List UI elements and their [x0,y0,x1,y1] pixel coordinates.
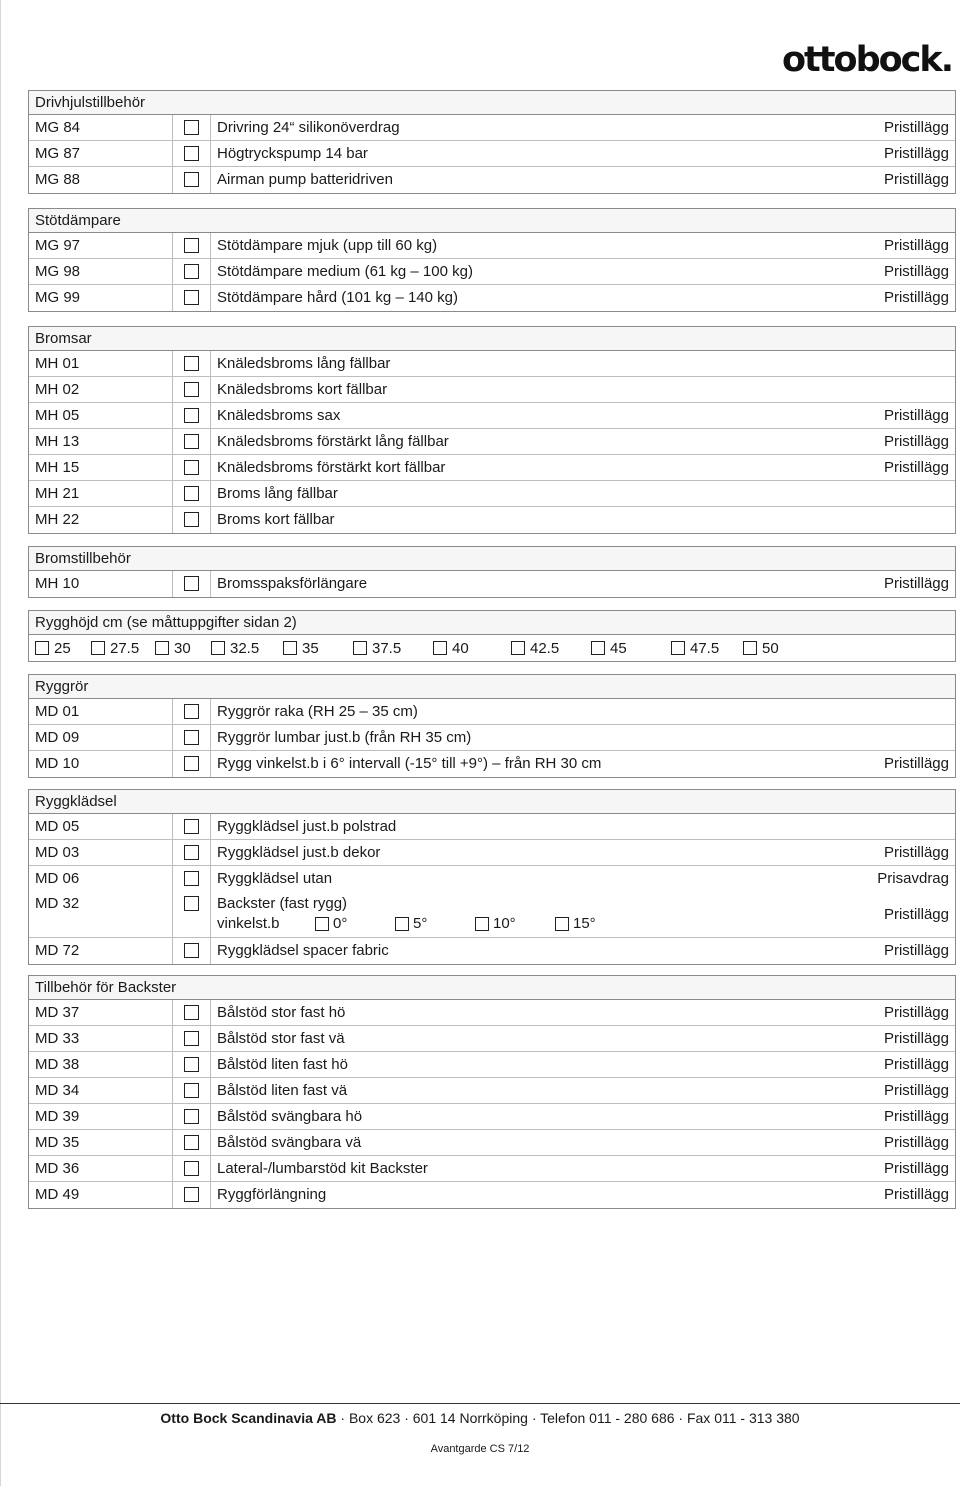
checkbox-icon[interactable] [184,845,199,860]
table-row [29,938,955,964]
checkbox-icon[interactable] [184,704,199,719]
height-option[interactable] [591,640,671,657]
item-checkbox[interactable] [173,259,211,284]
height-option-label: 40 [452,639,469,657]
checkbox-icon[interactable] [184,146,199,161]
item-price: Pristillägg [883,1160,949,1177]
item-code: MG 99 [29,285,173,311]
item-checkbox[interactable] [173,699,211,724]
item-price: Pristillägg [883,171,949,188]
item-checkbox[interactable] [173,1130,211,1155]
table-row [29,1182,955,1208]
checkbox-icon[interactable] [315,917,329,931]
item-description: Bålstöd liten fast hö [217,1056,348,1073]
item-code: MG 97 [29,233,173,258]
item-code: MH 01 [29,351,173,376]
table-row [29,233,955,259]
checkbox-icon[interactable] [155,641,169,655]
footer-address: · Box 623 · 601 14 Norrköping · Telefon 011 - 280 686 · Fax 011 - 313 380 [336,1410,800,1426]
item-price: Pristillägg [883,575,949,592]
item-price: Pristillägg [883,1030,949,1047]
item-code: MD 35 [29,1130,173,1155]
page-edge-line [0,0,1,1486]
table-row [29,455,955,481]
table-row [29,507,955,533]
checkbox-icon[interactable] [184,486,199,501]
item-checkbox[interactable] [173,814,211,839]
item-price: Pristillägg [883,1134,949,1151]
checkbox-icon[interactable] [184,1135,199,1150]
checkbox-icon[interactable] [591,641,605,655]
angle-option[interactable] [475,914,555,934]
item-code: MD 36 [29,1156,173,1181]
item-description: Högtryckspump 14 bar [217,145,368,162]
footer-divider [0,1403,960,1404]
checkbox-icon[interactable] [184,756,199,771]
checkbox-icon[interactable] [184,871,199,886]
table-row [29,1078,955,1104]
item-code: MD 09 [29,725,173,750]
item-checkbox[interactable] [173,866,211,892]
section-drivhjul [28,90,956,194]
item-description: Stötdämpare mjuk (upp till 60 kg) [217,237,438,254]
angle-option-label: 10° [493,915,516,932]
item-description: Stötdämpare hård (101 kg – 140 kg) [217,289,458,306]
item-description: Knäledsbroms förstärkt lång fällbar [217,433,449,450]
height-option-label: 50 [762,639,779,657]
item-code: MH 10 [29,571,173,597]
height-option[interactable] [433,640,511,657]
section-title: Rygghöjd cm (se måttuppgifter sidan 2) [29,611,955,635]
item-checkbox[interactable] [173,1182,211,1208]
checkbox-icon[interactable] [555,917,569,931]
section-title: Ryggklädsel [29,790,955,814]
item-price: Pristillägg [883,145,949,162]
table-row [29,115,955,141]
height-option-label: 42.5 [530,639,560,657]
item-checkbox[interactable] [173,429,211,454]
table-row [29,351,955,377]
table-row [29,481,955,507]
item-checkbox[interactable] [173,115,211,140]
table-row [29,1130,955,1156]
checkbox-icon[interactable] [184,1005,199,1020]
checkbox-icon[interactable] [184,172,199,187]
item-description: Stötdämpare medium (61 kg – 100 kg) [217,263,473,280]
angle-options [217,914,635,934]
item-price: Pristillägg [883,407,949,424]
item-description [211,892,805,937]
item-description: Ryggrör raka (RH 25 – 35 cm) [217,703,418,720]
item-price: Pristillägg [883,459,949,476]
item-code: MD 03 [29,840,173,865]
checkbox-icon[interactable] [184,512,199,527]
table-row [29,814,955,840]
checkbox-icon[interactable] [184,120,199,135]
item-code: MD 39 [29,1104,173,1129]
item-checkbox[interactable] [173,377,211,402]
section-stotdampare [28,208,956,312]
item-description: Lateral-/lumbarstöd kit Backster [217,1160,428,1177]
item-code: MH 22 [29,507,173,533]
table-row [29,429,955,455]
angle-option-label: 5° [413,915,428,932]
height-option[interactable] [353,640,433,657]
item-price [805,377,955,402]
checkbox-icon[interactable] [184,264,199,279]
height-option-label: 30 [174,639,191,657]
item-price: Pristillägg [883,942,949,959]
item-price: Pristillägg [883,1108,949,1125]
height-option-label: 47.5 [690,639,720,657]
section-bromsar [28,326,956,534]
item-code: MD 34 [29,1078,173,1103]
checkbox-icon[interactable] [184,576,199,591]
item-description: Knäledsbroms lång fällbar [217,355,391,372]
height-option[interactable] [511,640,591,657]
checkbox-icon[interactable] [433,641,447,655]
footer-contact [0,1410,960,1426]
item-checkbox[interactable] [173,285,211,311]
item-checkbox[interactable] [173,167,211,193]
item-price: Pristillägg [883,844,949,861]
backster-desc-line2-wrap: vinkelst.b 0° 5° 10° 15° [217,914,805,934]
checkbox-icon[interactable] [184,434,199,449]
section-title: Bromsar [29,327,955,351]
item-description: Drivring 24“ silikonöverdrag [217,119,400,136]
item-price: Pristillägg [883,906,949,923]
item-code: MD 05 [29,814,173,839]
table-row [29,1104,955,1130]
table-row [29,699,955,725]
item-price [805,814,955,839]
item-description: Rygg vinkelst.b i 6° intervall (-15° till +9°) – från RH 30 cm [217,755,602,772]
angle-option[interactable] [395,914,475,934]
checkbox-icon[interactable] [184,1187,199,1202]
item-price: Pristillägg [883,237,949,254]
item-price: Prisavdrag [877,870,949,887]
table-row [29,866,955,892]
checkbox-icon[interactable] [395,917,409,931]
checkbox-icon[interactable] [184,290,199,305]
item-description: Bålstöd svängbara hö [217,1108,363,1125]
checkbox-icon[interactable] [91,641,105,655]
item-code: MD 01 [29,699,173,724]
item-checkbox[interactable] [173,571,211,597]
item-description: Ryggklädsel spacer fabric [217,942,389,959]
item-checkbox[interactable] [173,1052,211,1077]
height-option-label: 27.5 [110,639,140,657]
item-checkbox[interactable] [173,892,211,937]
item-code: MD 33 [29,1026,173,1051]
item-price: Pristillägg [883,119,949,136]
item-price: Pristillägg [883,289,949,306]
item-price [805,507,955,533]
item-checkbox[interactable] [173,351,211,376]
checkbox-icon[interactable] [671,641,685,655]
checkbox-icon[interactable] [184,238,199,253]
item-checkbox[interactable] [173,455,211,480]
table-row [29,1026,955,1052]
item-code: MD 49 [29,1182,173,1208]
item-description: Bålstöd stor fast hö [217,1004,346,1021]
item-code: MH 21 [29,481,173,506]
height-option[interactable] [211,640,283,657]
table-row-backster [29,892,955,938]
item-checkbox[interactable] [173,233,211,258]
item-price: Pristillägg [883,263,949,280]
item-description: Ryggklädsel utan [217,870,333,887]
item-price [805,725,955,750]
item-checkbox[interactable] [173,507,211,533]
item-code: MD 10 [29,751,173,777]
item-checkbox[interactable] [173,840,211,865]
item-checkbox[interactable] [173,1078,211,1103]
item-price: Pristillägg [883,433,949,450]
height-option[interactable] [743,640,803,657]
section-ryggkladsel [28,789,956,965]
backster-desc-line1: Backster (fast rygg) [217,895,348,912]
section-title: Drivhjulstillbehör [29,91,955,115]
item-description: Ryggförlängning [217,1186,327,1203]
item-code: MD 38 [29,1052,173,1077]
item-checkbox[interactable] [173,481,211,506]
table-row [29,259,955,285]
checkbox-icon[interactable] [475,917,489,931]
table-row [29,285,955,311]
table-row [29,725,955,751]
item-code: MG 84 [29,115,173,140]
item-code: MD 37 [29,1000,173,1025]
item-price [805,481,955,506]
item-description: Knäledsbroms kort fällbar [217,381,388,398]
angle-option[interactable] [315,914,395,934]
item-price: Pristillägg [883,1004,949,1021]
item-code: MH 02 [29,377,173,402]
item-code: MH 15 [29,455,173,480]
checkbox-icon[interactable] [184,408,199,423]
section-title: Stötdämpare [29,209,955,233]
checkbox-icon[interactable] [743,641,757,655]
checkbox-icon[interactable] [184,819,199,834]
item-description: Ryggrör lumbar just.b (från RH 35 cm) [217,729,472,746]
table-row [29,167,955,193]
table-row [29,403,955,429]
checkbox-icon[interactable] [184,1161,199,1176]
height-option[interactable] [35,640,91,657]
section-bromstillbehor [28,546,956,598]
table-row [29,571,955,597]
checkbox-icon[interactable] [184,460,199,475]
table-row [29,1000,955,1026]
height-option-label: 32.5 [230,639,260,657]
item-description: Ryggklädsel just.b polstrad [217,818,397,835]
item-price: Pristillägg [883,755,949,772]
checkbox-icon[interactable] [184,730,199,745]
table-row [29,1052,955,1078]
item-code: MD 06 [29,866,173,892]
item-code: MG 88 [29,167,173,193]
table-row [29,751,955,777]
height-options-row [29,635,955,661]
item-description: Bromsspaksförlängare [217,575,368,592]
item-checkbox[interactable] [173,1026,211,1051]
checkbox-icon[interactable] [184,382,199,397]
checkbox-icon[interactable] [511,641,525,655]
item-code: MH 05 [29,403,173,428]
item-code: MG 98 [29,259,173,284]
item-checkbox[interactable] [173,403,211,428]
height-option-label: 45 [610,639,627,657]
section-title: Tillbehör för Backster [29,976,955,1000]
item-price: Pristillägg [883,1082,949,1099]
item-checkbox[interactable] [173,725,211,750]
checkbox-icon[interactable] [283,641,297,655]
height-option[interactable] [671,640,743,657]
section-ryggror [28,674,956,778]
item-code: MH 13 [29,429,173,454]
item-description: Bålstöd liten fast vä [217,1082,348,1099]
ottobock-logo: ottobock. [782,40,952,80]
checkbox-icon[interactable] [184,1031,199,1046]
section-title: Ryggrör [29,675,955,699]
checkbox-icon[interactable] [184,896,199,911]
height-option[interactable] [283,640,353,657]
checkbox-icon[interactable] [184,1057,199,1072]
height-option-label: 35 [302,639,319,657]
section-title: Bromstillbehör [29,547,955,571]
item-code: MG 87 [29,141,173,166]
height-option-label: 37.5 [372,639,402,657]
checkbox-icon[interactable] [184,356,199,371]
checkbox-icon[interactable] [35,641,49,655]
checkbox-icon[interactable] [211,641,225,655]
checkbox-icon[interactable] [184,943,199,958]
item-price: Pristillägg [883,1056,949,1073]
item-description: Knäledsbroms sax [217,407,341,424]
footer-company: Otto Bock Scandinavia AB [160,1410,337,1426]
section-rygghojd [28,610,956,662]
angle-option-label: 15° [573,915,596,932]
checkbox-icon[interactable] [353,641,367,655]
angle-option[interactable] [555,914,635,934]
item-checkbox[interactable] [173,1104,211,1129]
table-row [29,1156,955,1182]
height-option[interactable] [155,640,211,657]
item-checkbox[interactable] [173,1156,211,1181]
item-checkbox[interactable] [173,751,211,777]
item-price [805,351,955,376]
item-checkbox[interactable] [173,938,211,964]
item-description: Airman pump batteridriven [217,171,393,188]
item-description: Knäledsbroms förstärkt kort fällbar [217,459,446,476]
item-code: MD 72 [29,938,173,964]
height-option-label: 25 [54,639,71,657]
item-description: Bålstöd svängbara vä [217,1134,362,1151]
item-code: MD 32 [29,892,173,937]
item-checkbox[interactable] [173,141,211,166]
table-row [29,141,955,167]
item-description: Broms lång fällbar [217,485,338,502]
checkbox-icon[interactable] [184,1083,199,1098]
angle-option-label: 0° [333,915,348,932]
item-description: Bålstöd stor fast vä [217,1030,345,1047]
table-row [29,840,955,866]
table-row [29,377,955,403]
item-description: Ryggklädsel just.b dekor [217,844,381,861]
page-info: Avantgarde CS 7/12 [430,1443,530,1455]
item-price [805,699,955,724]
item-price: Pristillägg [883,1186,949,1203]
item-description: Broms kort fällbar [217,511,335,528]
checkbox-icon[interactable] [184,1109,199,1124]
height-option[interactable] [91,640,155,657]
section-tillbehor-backster [28,975,956,1209]
item-checkbox[interactable] [173,1000,211,1025]
